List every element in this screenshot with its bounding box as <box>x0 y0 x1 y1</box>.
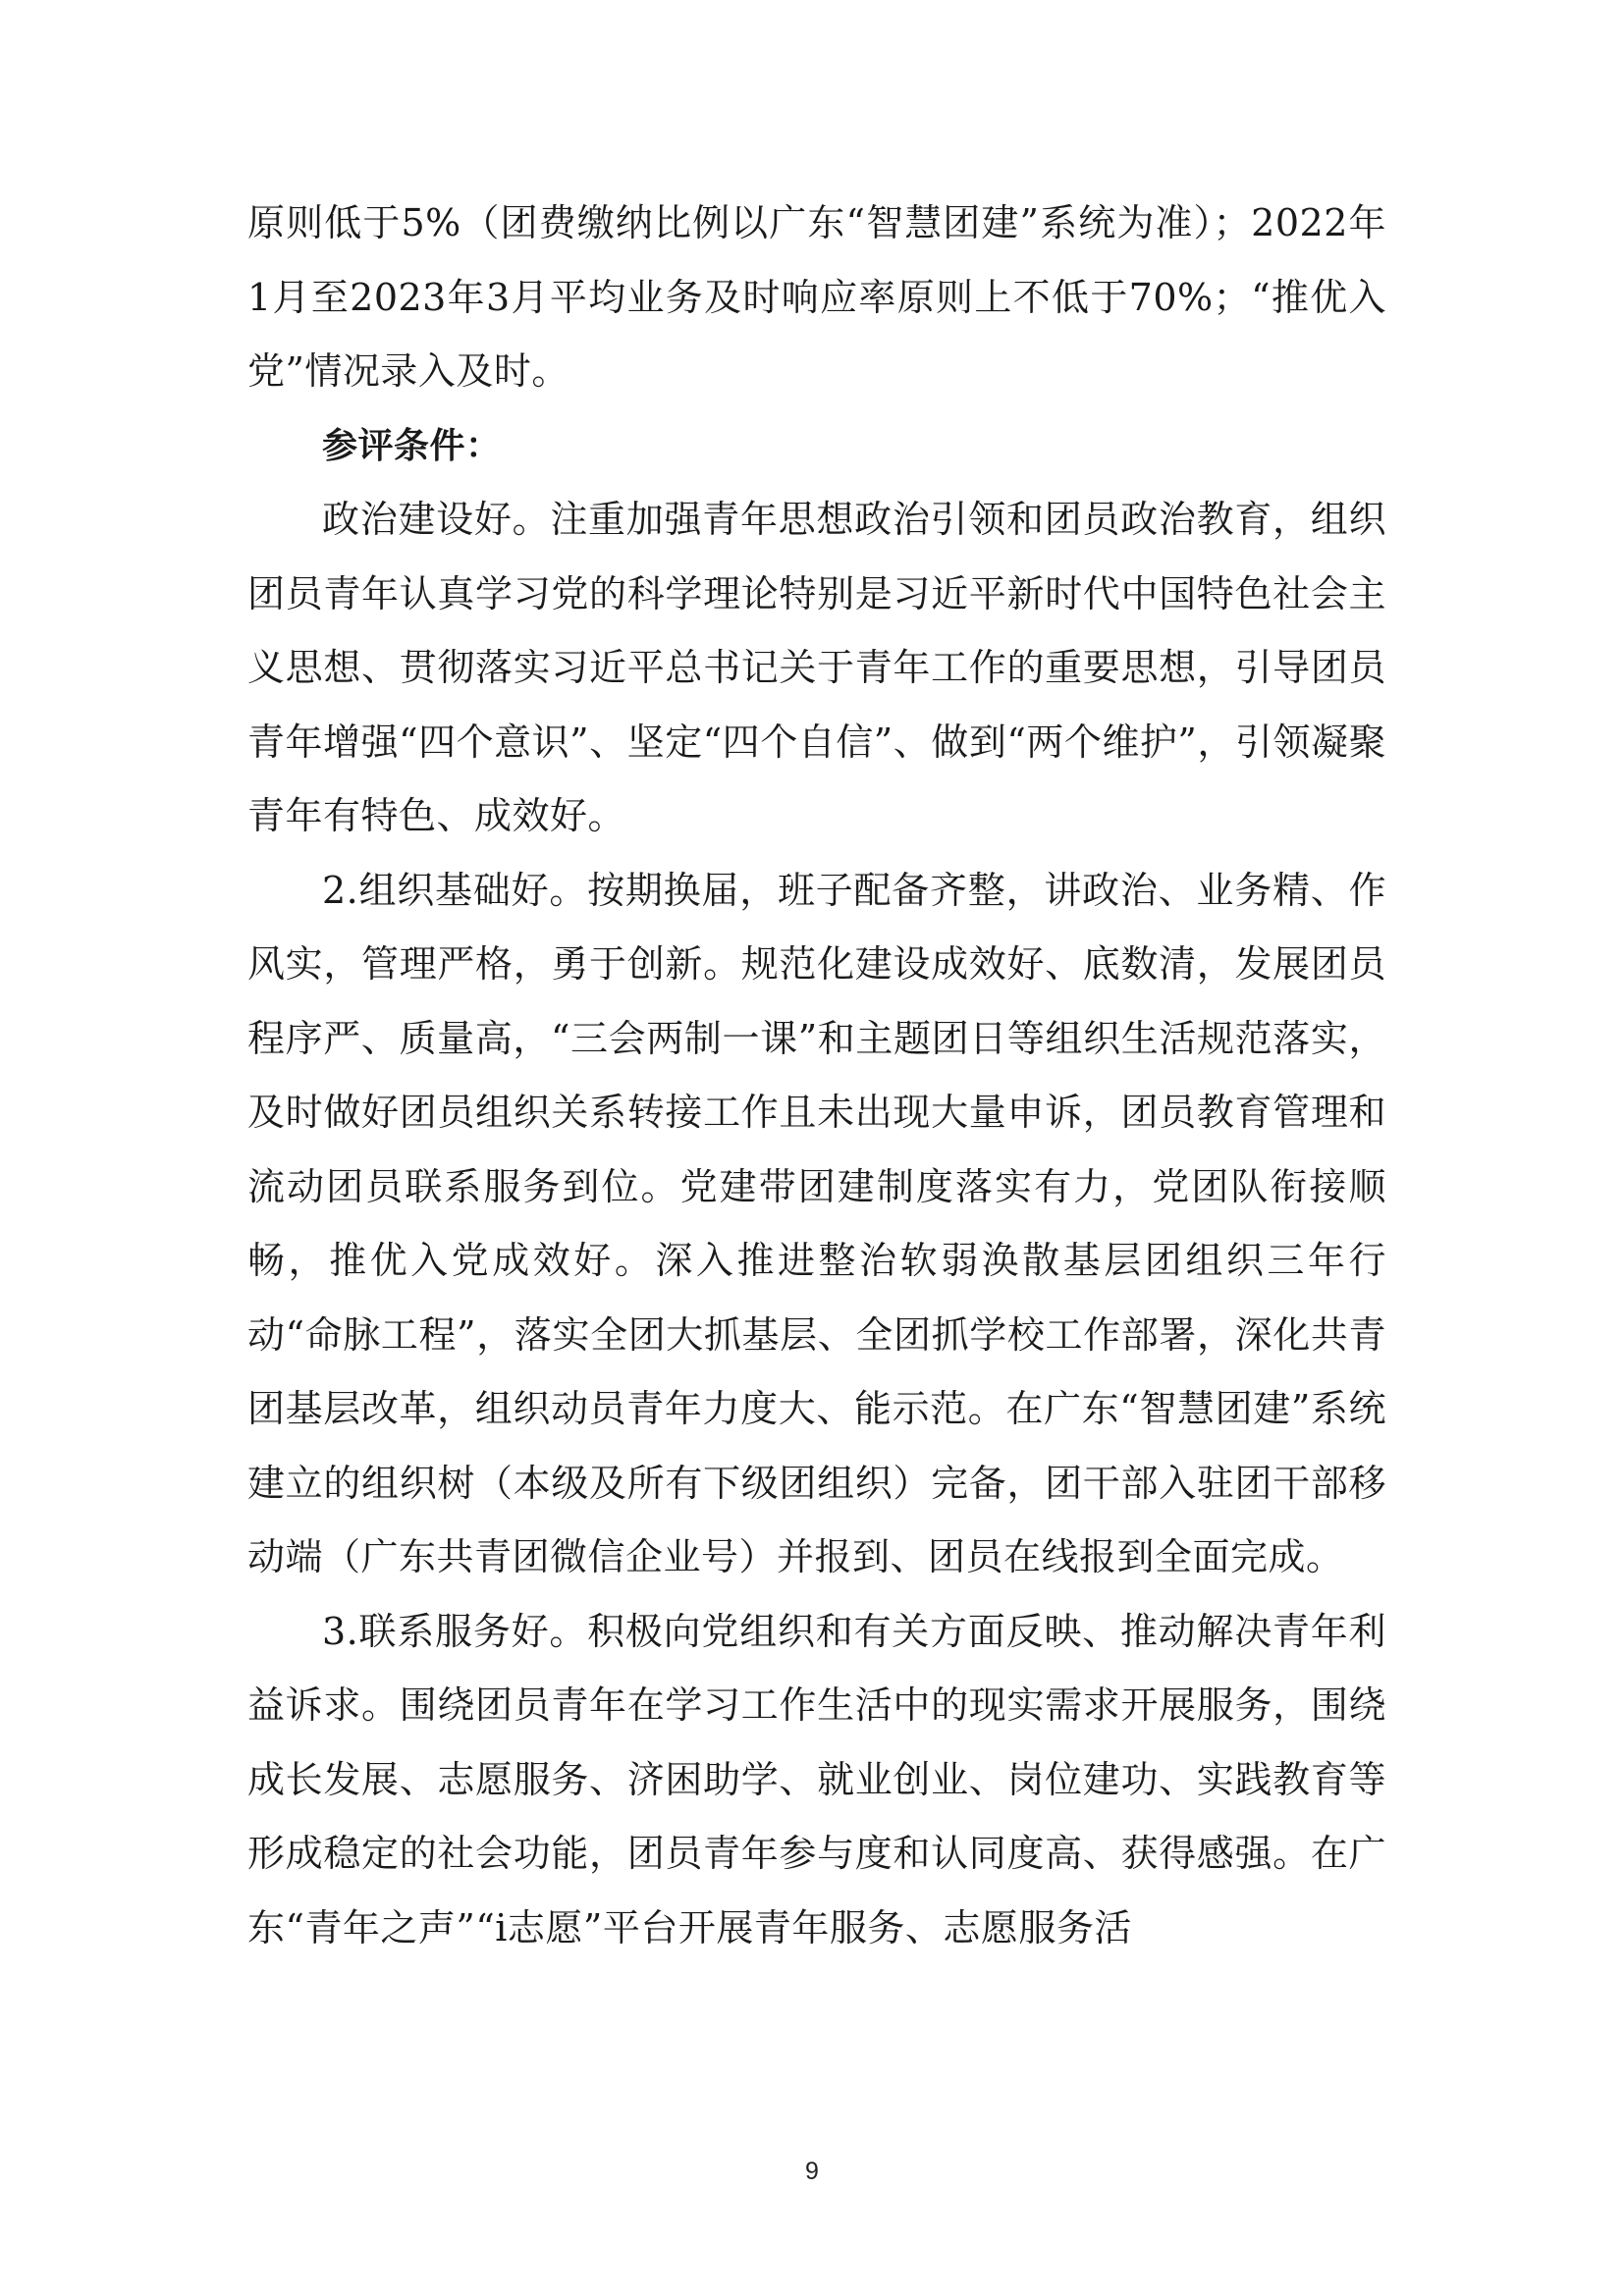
document-body <box>247 187 1386 1965</box>
paragraph-political: 政治建设好。注重加强青年思想政治引领和团员政治教育，组织团员青年认真学习党的科学理论特别是习近平新时代中国特色社会主义思想、贯彻落实习近平总书记关于青年工作的重要思想，引导团员青年增强“四个意识”、坚定“四个自信”、做到“两个维护”，引领凝聚青年有特色、成效好。 <box>247 498 1386 837</box>
paragraph-1: 原则低于5%（团费缴纳比例以广东“智慧团建”系统为准）；2022年1月至2023年3月平均业务及时响应率原则上不低于70%；“推优入党”情况录入及时。 <box>247 201 1386 393</box>
paragraph-organization: 2.组织基础好。按期换届，班子配备齐整，讲政治、业务精、作风实，管理严格，勇于创新。规范化建设成效好、底数清，发展团员程序严、质量高，“三会两制一课”和主题团日等组织生活规范落实，及时做好团员组织关系转接工作且未出现大量申诉，团员教育管理和流动团员联系服务到位。党建带团建制度落实有力，党团队衔接顺畅，推优入党成效好。深入推进整治软弱涣散基层团组织三年行动“命脉工程”，落实全团大抓基层、全团抓学校工作部署，深化共青团基层改革，组织动员青年力度大、能示范。在广东“智慧团建”系统建立的组织树（本级及所有下级团组织）完备，团干部入驻团干部移动端（广东共青团微信企业号）并报到、团员在线报到全面完成。 <box>247 868 1386 1578</box>
section-heading: 参评条件： <box>322 425 502 466</box>
paragraph-service: 3.联系服务好。积极向党组织和有关方面反映、推动解决青年利益诉求。围绕团员青年在学习工作生活中的现实需求开展服务，围绕成长发展、志愿服务、济困助学、就业创业、岗位建功、实践教育等形成稳定的社会功能，团员青年参与度和认同度高、获得感强。在广东“青年之声”“i志愿”平台开展青年服务、志愿服务活 <box>247 1609 1386 1949</box>
page-number: 9 <box>805 2158 819 2185</box>
